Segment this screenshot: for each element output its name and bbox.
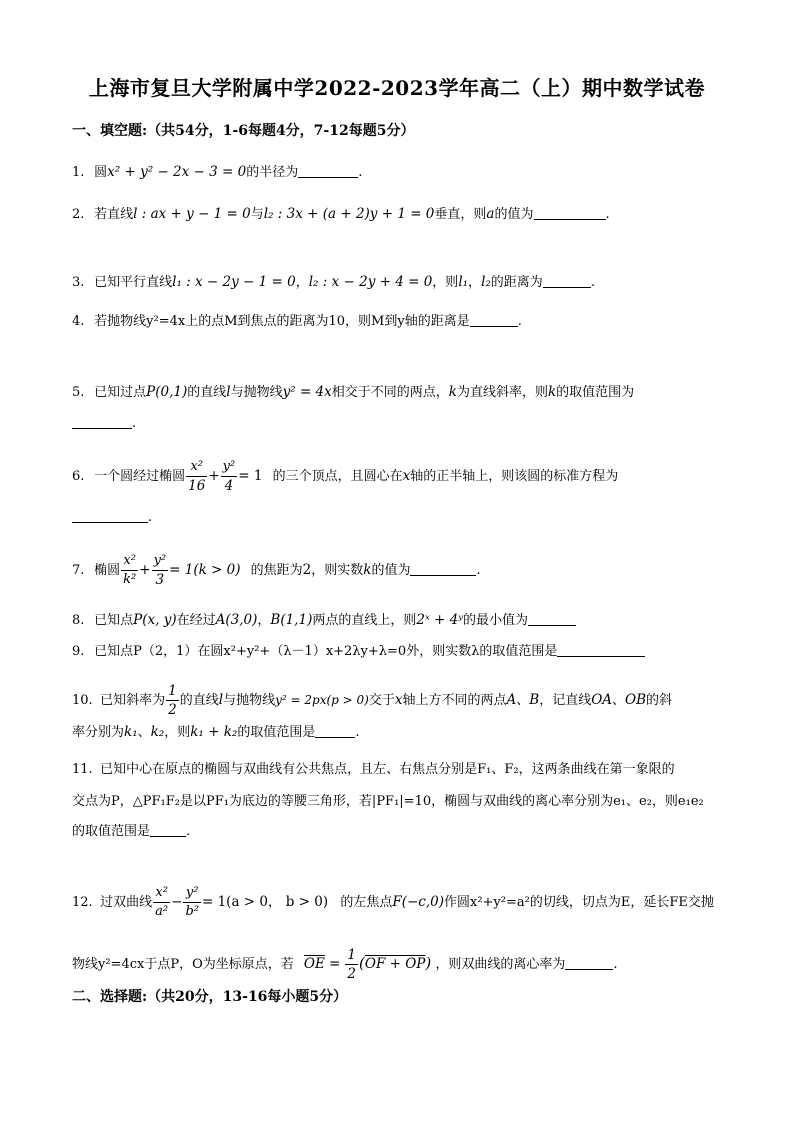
question-2: 2. 若直线l : ax + y − 1 = 0与l₂ : 3x + (a + 2)y + 1 = 0垂直，则a的值为 . xyxy=(72,206,610,222)
fraction: $\frac{\text{x²}}{\text{a²}}$ xyxy=(155,885,169,919)
question-5-line2: . xyxy=(72,414,136,434)
vector-equation: $\overline{OE}$ = $\frac{1}{2}$ (OF + OP) xyxy=(303,947,432,982)
question-12: 12. 过双曲线 $\frac{\text{x²}}{\text{a²}}$ − $\frac{\text{y²}}{\text{b²}}$ = 1(a > 0， b > 0) 的左焦点F(−c,0)作圆x²+y²=a²的切线，切点为E，延长FE交抛 xyxy=(72,885,714,919)
answer-blank xyxy=(528,611,576,626)
question-9: 9. 已知点P（2，1）在圆x²+y²+（λ－1）x+2λy+λ=0外，则实数λ的取值范围是 xyxy=(72,642,722,662)
question-12-line2: 物线y²=4cx于点P，O为坐标原点，若 $\overline{OE}$ = $\frac{1}{2}$ (OF + OP) ，则双曲线的离心率为 . xyxy=(72,947,618,982)
answer-blank xyxy=(543,273,591,288)
answer-blank xyxy=(470,312,518,327)
page-title: 上海市复旦大学附属中学2022-2023学年高二（上）期中数学试卷 xyxy=(88,76,706,100)
fraction: $\frac{1}{2}$ xyxy=(168,683,177,718)
answer-blank xyxy=(315,723,355,738)
question-5: 5. 已知过点P(0,1)的直线l与抛物线y² = 4x相交于不同的两点，k为直线斜率，则k的取值范围为 xyxy=(72,384,635,400)
question-11-line3: 的取值范围是 . xyxy=(72,824,191,839)
section-heading-fill-in: 一、填空题:（共54分，1-6每题4分，7-12每题5分） xyxy=(72,123,415,139)
question-8: 8. 已知点P(x, y)在经过A(3,0)，B(1,1)两点的直线上，则2ˣ + 4ʸ的最小值为 xyxy=(72,610,722,631)
fraction: $\frac{\text{y²}}{3}$ xyxy=(153,553,167,588)
question-7: 7. 椭圆 $\frac{\text{x²}}{\text{k²}}$ + $\frac{\text{y²}}{3}$ = 1(k > 0) 的焦距为2，则实数k的值为 . xyxy=(72,553,481,588)
question-1: 1. 圆x² + y² − 2x − 3 = 0的半径为 . xyxy=(72,162,722,183)
math-expression: x² + y² − 2x − 3 = 0 xyxy=(107,164,247,180)
answer-blank xyxy=(150,822,186,837)
answer-blank xyxy=(298,163,358,178)
question-6-line2: . xyxy=(72,508,152,528)
answer-blank xyxy=(565,955,613,970)
question-number: 1. xyxy=(72,165,85,180)
question-10-line2: 率分别为k₁、k₂，则k₁ + k₂的取值范围是 . xyxy=(72,724,360,740)
section-heading-multiple-choice: 二、选择题:（共20分，13-16每小题5分） xyxy=(72,989,348,1005)
answer-blank xyxy=(72,508,148,523)
question-4: 4. 若抛物线y²=4x上的点M到焦点的距离为10，则M到y轴的距离是 . xyxy=(72,314,522,329)
fraction: $\frac{\text{x²}}{16}$ xyxy=(188,459,206,494)
question-10: 10. 已知斜率为 $\frac{1}{2}$ 的直线l与抛物线y² = 2px(p > 0)交于x轴上方不同的两点A、B，记直线OA、OB的斜 xyxy=(72,683,673,718)
answer-blank xyxy=(534,205,606,220)
answer-blank xyxy=(72,414,132,429)
answer-blank xyxy=(410,561,476,576)
question-11: 11. 已知中心在原点的椭圆与双曲线有公共焦点，且左、右焦点分别是F₁、F₂，这两条曲线在第一象限的 xyxy=(72,762,675,777)
fraction: $\frac{\text{y²}}{\text{b²}}$ xyxy=(185,885,199,919)
question-11-line2: 交点为P，△PF₁F₂是以PF₁为底边的等腰三角形，若|PF₁|=10，椭圆与双曲线的离心率分别为e₁、e₂，则e₁e₂ xyxy=(72,794,704,809)
question-3: 3. 已知平行直线l₁ : x − 2y − 1 = 0，l₂ : x − 2y + 4 = 0，则l₁，l₂的距离为 . xyxy=(72,274,595,290)
question-6: 6. 一个圆经过椭圆 $\frac{\text{x²}}{16}$ + $\frac{\text{y²}}{4}$ = 1 的三个顶点，且圆心在x轴的正半轴上，则该圆的标准方程为 xyxy=(72,459,619,494)
answer-blank xyxy=(557,642,645,657)
fraction: $\frac{\text{x²}}{\text{k²}}$ xyxy=(123,553,137,587)
fraction: $\frac{\text{y²}}{4}$ xyxy=(222,459,236,494)
